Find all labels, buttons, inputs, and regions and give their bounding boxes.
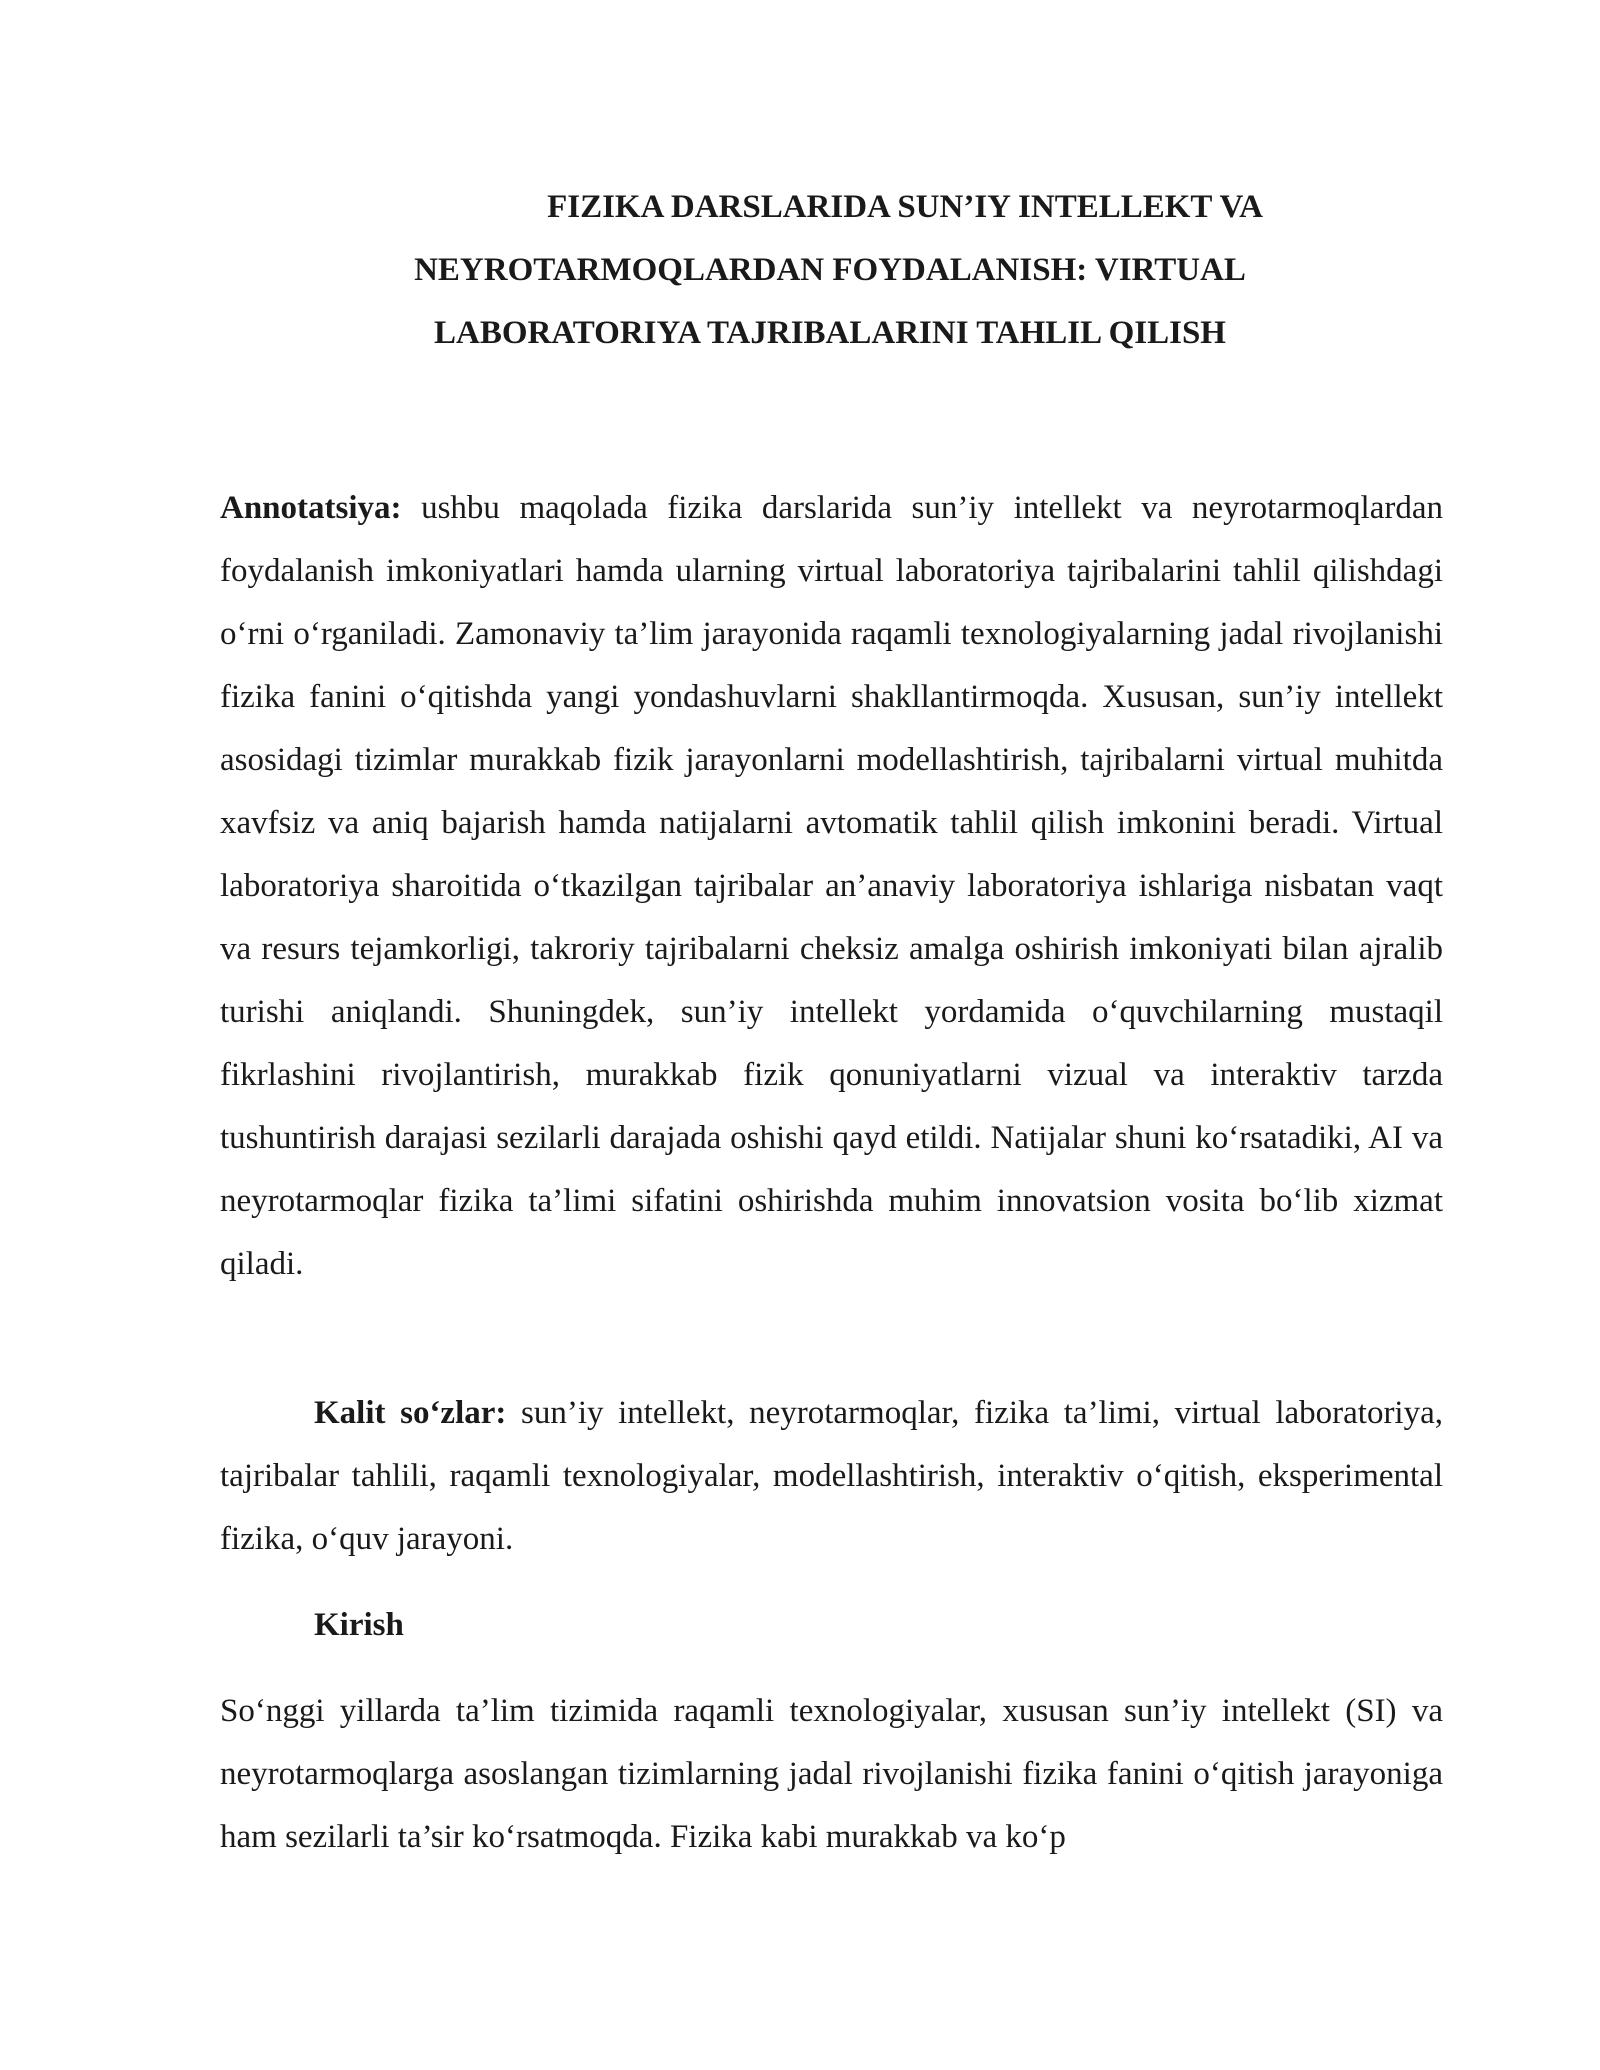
article-title	[330, 176, 1330, 365]
intro-paragraph: So‘nggi yillarda ta’lim tizimida raqamli texnologiyalar, xususan sun’iy intellekt (SI) va neyrotarmoqlarga asoslangan tizimlarning jadal rivojlanishi fizika fanini o‘qitish jarayoniga ham sezilarli ta’sir ko‘rsatmoqda. Fizika kabi murakkab va ko‘p	[220, 1693, 1443, 1855]
title-line-3: LABORATORIYA TAJRIBALARINI TAHLIL QILISH	[434, 315, 1226, 351]
abstract-text: ushbu maqolada fizika darslarida sun’iy intellekt va neyrotarmoqlardan foydalanish imkoniyatlari hamda ularning virtual laboratoriya tajribalarini tahlil qilishdagi o‘rni o‘rganiladi. Zamonaviy ta’lim jarayonida raqamli texnologiyalarning jadal rivojlanishi fizika fanini o‘qitishda yangi yondashuvlarni shakllantirmoqda. Xususan, sun’iy intellekt asosidagi tizimlar murakkab fizik jarayonlarni modellashtirish, tajribalarni virtual muhitda xavfsiz va aniq bajarish hamda natijalarni avtomatik tahlil qilish imkonini beradi. Virtual laboratoriya sharoitida o‘tkazilgan tajribalar an’anaviy laboratoriya ishlariga nisbatan vaqt va resurs tejamkorligi, takroriy tajribalarni cheksiz amalga oshirish imkoniyati bilan ajralib turishi aniqlandi. Shuningdek, sun’iy intellekt yordamida o‘quvchilarning mustaqil fikrlashini rivojlantirish, murakkab fizik qonuniyatlarni vizual va interaktiv tarzda tushuntirish darajasi sezilarli darajada oshishi qayd etildi. Natijalar shuni ko‘rsatadiki, AI va neyrotarmoqlar fizika ta’limi sifatini oshirishda muhim innovatsion vosita bo‘lib xizmat qiladi.	[220, 490, 1443, 1282]
section-heading-intro: Kirish	[314, 1607, 404, 1643]
abstract-label: Annotatsiya:	[220, 490, 402, 526]
keywords-paragraph	[220, 1382, 1443, 1571]
title-line-1: FIZIKA DARSLARIDA SUN’IY INTELLEKT VA	[547, 189, 1263, 225]
title-line-2: NEYROTARMOQLARDAN FOYDALANISH: VIRTUAL	[414, 252, 1246, 288]
keywords-text: sun’iy intellekt, neyrotarmoqlar, fizika ta’limi, virtual laboratoriya, tajribalar tahlili, raqamli texnologiyalar, modellashtirish, interaktiv o‘qitish, eksperimental fizika, o‘quv jarayoni.	[220, 1395, 1443, 1557]
keywords-label: Kalit so‘zlar:	[314, 1395, 507, 1431]
abstract-paragraph	[220, 477, 1443, 1296]
